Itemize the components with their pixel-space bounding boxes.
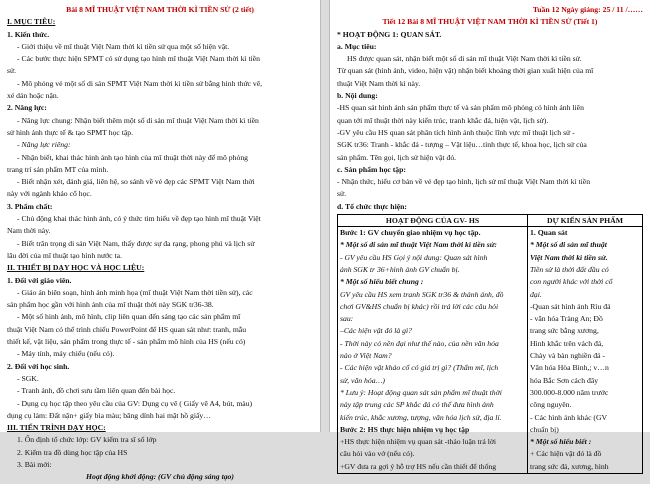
table-header-teacher-activity: HOẠT ĐỘNG CỦA GV- HS [338, 215, 528, 227]
table-cell-activity [338, 227, 528, 474]
text-line: chuẩn bị) [530, 424, 559, 434]
text-line: - Biết trân trọng di sản Việt Nam, thấy được sự đa rạng, phong phú và lịch sử [17, 238, 255, 248]
text-line: sử, văn hóa…) [340, 375, 385, 385]
text-line: 1. Quan sát [530, 228, 568, 238]
text-line: sử. [7, 66, 17, 76]
text-line: - Các hiện vật khảo cổ có giá trị gì? (Thẩm mĩ, lịch [340, 363, 499, 373]
text-line: * Một số hiểu biết : [530, 437, 592, 447]
text-line: * Một số di sản mĩ thuật Việt Nam thời kì tiền sử: [340, 240, 497, 250]
text-line: - Biết nhận xét, đánh giá, liên hệ, so sánh về vẻ đẹp các SPMT Việt Nam thời [17, 177, 255, 187]
text-line: con người khác với thời cổ [530, 277, 613, 287]
text-line: c. Sản phẩm học tập: [337, 164, 406, 174]
text-line: - Máy tính, máy chiếu (nếu có). [17, 349, 115, 359]
text-line: Tiền sử là thời đất đầu có [530, 264, 609, 274]
text-line: 2. Kiểm tra đồ dùng học tập của HS [17, 447, 128, 457]
text-line: * Một số di sản mĩ thuật [530, 240, 607, 250]
table-header-expected-product: DỰ KIẾN SẢN PHẨM [528, 215, 643, 227]
left-document-page [0, 0, 321, 482]
text-line: 2. Năng lực: [7, 103, 47, 113]
text-line: Hình khắc trên vách đá, [530, 338, 604, 348]
text-line: SGK tr36: Tranh - khắc đá - tượng – Vật liệu…tính thực tế, khoa học, lịch sử của [337, 140, 587, 150]
text-line: sản phẩm. Tên gọi, lịch sử hiện vật đó. [337, 152, 457, 162]
text-line: III. TIẾN TRÌNH DẠY HỌC: [7, 423, 106, 433]
text-line: - Chủ động khai thác hình ảnh, có ý thức tìm hiểu về đẹp tạo hình mĩ thuật Việt [17, 214, 261, 224]
text-line: -GV yêu cầu HS quan sát phân tích hình ảnh thuộc lĩnh vực mĩ thuật lịch sử - [337, 127, 575, 137]
text-line: - Một số hình ảnh, mô hình, clip liên quan đến sáng tạo các sản phẩm mĩ [17, 312, 241, 322]
text-line: thiết kế, vật liệu, sản phẩm trong thực tế - sản phẩm mô hình của HS (nếu có) [7, 337, 246, 347]
left-page-body [7, 16, 313, 483]
text-line: trang sức đá, xương, hình [530, 461, 609, 471]
text-line: Nam thời này. [7, 226, 51, 236]
table-header-row [338, 215, 643, 227]
text-line: +GV đưa ra gợi ý hỗ trợ HS nếu cần thiết để thống [340, 461, 497, 471]
text-line: b. Nội dung: [337, 91, 378, 101]
text-line: + Các hiện vật đó là đồ [530, 449, 602, 459]
text-line: - văn hóa Tràng An; Đồ [530, 314, 603, 324]
table-row [338, 227, 643, 474]
text-line: 3. Bài mới: [17, 459, 52, 469]
text-line: 1. Ổn định tổ chức lớp: GV kiểm tra sĩ số lớp [17, 435, 157, 445]
text-line: * Một số hiểu biết chung : [340, 277, 424, 287]
text-line: * Lưu ý: Hoạt động quan sát sản phẩm mĩ thuật thời [340, 387, 502, 397]
text-line: hóa Bắc Sơn cách đây [530, 375, 599, 385]
text-line: công nguyên. [530, 400, 572, 410]
text-line: sử hình ảnh thực tế & tạo SPMT học tập. [7, 127, 134, 137]
text-line: - Tranh ảnh, đồ chơi sưu tầm liên quan đến bài học. [17, 386, 176, 396]
text-line: - Giáo án biên soạn, hình ảnh minh họa (mĩ thuật Việt Nam thời tiền sử), các [17, 287, 253, 297]
text-line: * HOẠT ĐỘNG 1: QUAN SÁT. [337, 29, 442, 39]
text-line: đại. [530, 289, 542, 299]
text-line: - Năng lực riêng: [17, 140, 71, 150]
text-line: Hoạt động khởi động: (GV chủ động sáng tạo) [86, 472, 234, 482]
text-line: -HS quan sát hình ảnh sản phẩm thực tế và sản phẩm mô phỏng có hình ảnh liên [337, 103, 584, 113]
text-line: kiến trúc, khắc xương, tượng, văn hóa lịch sử, địa lí. [340, 412, 502, 422]
right-page-header-line: Tuần 12 Ngày giảng: 25 / 11 /…… [532, 5, 643, 14]
right-document-page [329, 0, 650, 471]
text-line: - Nhận biết, khai thác hình ảnh tạo hình của mĩ thuật thời này để mô phỏng [17, 152, 249, 162]
text-line: +HS thực hiện nhiệm vụ quan sát -thảo luận trả lời [340, 437, 497, 447]
text-line: trang trí sản phẩm MT của mình. [7, 164, 109, 174]
text-line: thuật Việt Nam thời kì này. [337, 78, 421, 88]
text-line: chơi GV&HS chuẩn bị khác) rồi trả lời các câu hỏi [340, 301, 499, 311]
text-line: 3. Phẩm chất: [7, 201, 53, 211]
text-line: I. MỤC TIÊU: [7, 17, 56, 27]
text-line: - Mô phỏng vẻ một số di sản SPMT Việt Nam thời kì tiền sử bằng hình thức vẽ, [17, 78, 263, 88]
text-line: - Các hình ảnh khác (GV [530, 412, 608, 422]
text-line: nào ở Việt Nam? [340, 351, 392, 361]
text-line: –Các hiện vật đó là gì? [340, 326, 412, 336]
text-line: a. Mục tiêu: [337, 41, 377, 51]
text-line: sản phẩm học gần với hình ảnh của mĩ thuật thời này SGK tr36-38. [7, 300, 214, 310]
text-line: -Quan sát hình ảnh Rìu đá [530, 301, 611, 311]
text-line: GV yêu cầu HS xem tranh SGK tr36 & thành ảnh, đồ [340, 289, 504, 299]
text-line: Văn hóa Hòa Bình,; v…n [530, 363, 609, 373]
right-page-body [337, 29, 643, 213]
text-line: 2. Đối với học sinh. [7, 361, 70, 371]
text-line: II. THIẾT BỊ DẠY HỌC VÀ HỌC LIỆU: [7, 263, 145, 273]
right-page-title: Tiết 12 Bài 8 MĨ THUẬT VIỆT NAM THỜI KÌ TIỀN SỬ (Tiết 1) [382, 17, 598, 27]
text-line: này với ngành khảo cổ học. [7, 189, 92, 199]
text-line: Bước 1: GV chuyển giao nhiệm vụ học tập. [340, 228, 481, 238]
text-line: - Nhận thức, hiểu cơ bản về vẻ đẹp tạo hình, lịch sử mĩ thuật Việt Nam thời kì tiền [337, 177, 591, 187]
text-line: lâu đời của mĩ thuật tạo hình nước ta. [7, 250, 122, 260]
text-line: - SGK. [17, 373, 39, 383]
text-line: này tập trung các SP khắc đá có thể đưa hình ảnh [340, 400, 494, 410]
text-line: xé dán hoặc nặn. [7, 91, 59, 101]
table-cell-product [528, 227, 643, 474]
text-line: HS được quan sát, nhận biết một số di sản mĩ thuật Việt Nam thời kì tiền sử. [347, 54, 582, 64]
text-line: Bước 2: HS thực hiện nhiệm vụ học tập [340, 424, 470, 434]
text-line: trang sức bằng xương, [530, 326, 599, 336]
text-line: - GV yêu cầu HS Gọi ý nội dung: Quan sát hình [340, 252, 488, 262]
text-line: sử. [337, 189, 347, 199]
text-line: - Năng lực chung: Nhận biết thêm một số di sản mĩ thuật Việt Nam thời kì tiền [17, 115, 259, 125]
text-line: Việt Nam thời kì tiền sử. [530, 252, 608, 262]
text-line: dụng cụ làm: Đất nặn+ giấy bìa màu; băng dính hai mặt hồ giấy… [7, 410, 211, 420]
text-line: - Các bước thực hiện SPMT có sử dụng tạo hình mĩ thuật Việt Nam thời kì tiền [17, 54, 261, 64]
left-page-title: Bài 8 MĨ THUẬT VIỆT NAM THỜI KÌ TIỀN SỬ (2 tiết) [66, 5, 254, 14]
text-line: ảnh SGK tr 36+hình ảnh GV chuẩn bị. [340, 264, 460, 274]
text-line: sau: [340, 314, 354, 324]
text-line: 1. Đối với giáo viên. [7, 275, 72, 285]
text-line: - Thời này có nền đại như thế nào, của nền văn hóa [340, 338, 499, 348]
text-line: Từ quan sát (hình ảnh, video, hiện vật) nhận biết khoảng thời gian xuất hiện của mĩ [337, 66, 594, 76]
text-line: thuật Việt Nam có thể trình chiếu PowerPoint để HS quan sát như: tranh, mẫu [7, 324, 247, 334]
text-line: - Giới thiệu về mĩ thuật Việt Nam thời kì tiền sử qua một số hiện vật. [17, 41, 230, 51]
text-line: - Dụng cụ học tập theo yêu cầu của GV: Dụng cụ vẽ ( Giấy vẽ A4, bút, màu) [17, 398, 253, 408]
text-line: quan tới mĩ thuật thời này kiến trúc, tranh khắc đá, hiện vật, lịch sử). [337, 115, 549, 125]
activity-table [337, 214, 643, 474]
text-line: câu hỏi vào vở (nếu có). [340, 449, 415, 459]
text-line: 1. Kiến thức. [7, 29, 50, 39]
text-line: Chày và bàn nghiền đá - [530, 351, 605, 361]
text-line: 300.000-8.000 năm trước [530, 387, 609, 397]
text-line: d. Tổ chức thực hiện: [337, 201, 407, 211]
